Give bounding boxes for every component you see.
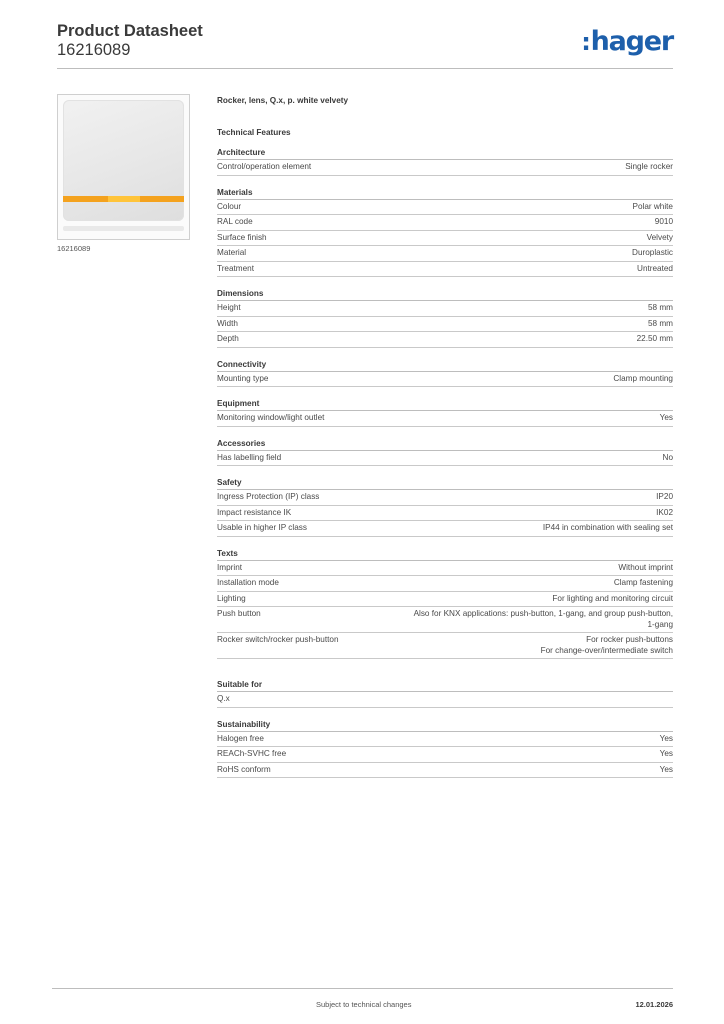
feature-row — [217, 490, 673, 506]
product-number: 16216089 — [57, 41, 131, 59]
feature-value — [655, 217, 673, 228]
feature-value — [632, 202, 673, 213]
feature-value-line: Single rocker — [625, 162, 673, 171]
feature-row — [217, 317, 673, 333]
feature-value-line: Yes — [659, 733, 673, 743]
feature-label: Rocker switch/rocker push-button — [217, 635, 339, 644]
feature-row — [217, 215, 673, 231]
feature-row — [217, 592, 673, 608]
feature-value — [648, 303, 673, 314]
feature-value-line: Polar white — [632, 201, 673, 211]
feature-row — [217, 732, 673, 748]
feature-section — [217, 399, 673, 427]
feature-value-line: Also for KNX applications: push-button, 1-gang, and group push-button, — [413, 609, 673, 618]
feature-label: Halogen free — [217, 733, 264, 743]
feature-label: Surface finish — [217, 232, 267, 242]
feature-value — [543, 523, 673, 534]
feature-label: REACh-SVHC free — [217, 749, 287, 758]
feature-row — [217, 506, 673, 522]
feature-label: Material — [217, 248, 247, 257]
page-title: Product Datasheet — [57, 22, 203, 40]
section-title: Equipment — [217, 399, 673, 411]
page-footer — [52, 988, 673, 1009]
feature-value-line: For lighting and monitoring circuit — [552, 593, 673, 603]
feature-value-line: Clamp mounting — [613, 373, 673, 383]
feature-section — [217, 549, 673, 660]
feature-value-line: 58 mm — [647, 318, 673, 328]
feature-label: Mounting type — [217, 373, 269, 383]
feature-section — [217, 478, 673, 537]
feature-row — [217, 246, 673, 262]
feature-value-line: Yes — [659, 749, 673, 758]
feature-value — [660, 734, 673, 745]
feature-row — [217, 747, 673, 763]
product-image — [57, 94, 190, 240]
feature-value-line: Yes — [659, 764, 673, 774]
rocker-base — [63, 226, 184, 231]
feature-value-line: Velvety — [646, 232, 673, 242]
feature-value-line: Duroplastic — [632, 248, 673, 257]
feature-value — [614, 578, 673, 589]
feature-value — [632, 248, 673, 259]
feature-section — [217, 720, 673, 779]
feature-value — [613, 374, 673, 385]
feature-label: Lighting — [217, 593, 246, 603]
lens-highlight — [108, 196, 140, 202]
product-name: Rocker, lens, Q.x, p. white velvety — [217, 96, 349, 105]
feature-label: RAL code — [217, 217, 253, 226]
rocker-icon — [63, 100, 184, 221]
feature-row — [217, 160, 673, 176]
section-title: Architecture — [217, 148, 673, 160]
hager-logo — [581, 26, 673, 57]
feature-value-line: For change-over/intermediate switch — [540, 645, 673, 655]
feature-section — [217, 188, 673, 278]
feature-label: Imprint — [217, 562, 243, 572]
feature-value-line: 1-gang — [647, 619, 673, 629]
feature-label: Installation mode — [217, 578, 279, 587]
feature-label: Impact resistance IK — [217, 507, 292, 517]
feature-value — [541, 635, 673, 656]
feature-row — [217, 576, 673, 592]
section-title: Suitable for — [217, 680, 673, 692]
feature-row — [217, 607, 673, 633]
feature-value — [660, 413, 673, 424]
datasheet-content — [217, 96, 673, 778]
footer-date: 12.01.2026 — [635, 1000, 673, 1009]
logo-text: hager — [590, 26, 673, 57]
feature-label: Q.x — [217, 694, 230, 703]
feature-sections — [217, 148, 673, 778]
feature-section — [217, 360, 673, 388]
feature-value-line: Untreated — [637, 263, 673, 273]
feature-label: Has labelling field — [217, 452, 282, 462]
section-title: Materials — [217, 188, 673, 200]
feature-row — [217, 231, 673, 247]
feature-value-line: IK02 — [656, 507, 673, 517]
feature-value-line: 9010 — [654, 217, 673, 226]
page-header — [57, 22, 673, 69]
feature-value — [552, 594, 673, 605]
feature-row — [217, 411, 673, 427]
feature-row — [217, 332, 673, 348]
feature-label: Ingress Protection (IP) class — [217, 492, 320, 501]
feature-row — [217, 561, 673, 577]
feature-value — [660, 749, 673, 760]
feature-value — [618, 563, 673, 574]
feature-label: RoHS conform — [217, 764, 271, 774]
feature-value-line: Without imprint — [618, 562, 673, 572]
feature-value-line: No — [662, 452, 673, 462]
feature-value-line: IP20 — [656, 492, 673, 501]
section-title: Accessories — [217, 439, 673, 451]
feature-label: Treatment — [217, 263, 255, 273]
feature-section — [217, 439, 673, 467]
feature-row — [217, 763, 673, 779]
logo-colon-icon: : — [581, 28, 590, 56]
feature-label: Colour — [217, 201, 242, 211]
feature-value-line: For rocker push-buttons — [586, 635, 673, 644]
footer-note: Subject to technical changes — [316, 1000, 412, 1009]
feature-value-line: Clamp fastening — [613, 578, 673, 587]
feature-value — [625, 162, 673, 173]
feature-value — [637, 264, 673, 275]
feature-label: Push button — [217, 609, 261, 618]
feature-label: Depth — [217, 334, 239, 343]
feature-row — [217, 451, 673, 467]
feature-value — [647, 233, 673, 244]
feature-row — [217, 262, 673, 278]
feature-label: Height — [217, 303, 241, 312]
feature-row — [217, 372, 673, 388]
section-title: Safety — [217, 478, 673, 490]
feature-section — [217, 148, 673, 176]
feature-value — [656, 492, 673, 503]
feature-value — [414, 609, 673, 630]
feature-value-line: 58 mm — [647, 303, 673, 312]
feature-label: Usable in higher IP class — [217, 523, 307, 532]
feature-value-line: 22.50 mm — [636, 334, 673, 343]
feature-row — [217, 301, 673, 317]
feature-value-line: IP44 in combination with sealing set — [542, 523, 673, 532]
feature-value — [663, 453, 673, 464]
feature-value — [660, 765, 673, 776]
feature-section — [217, 289, 673, 348]
feature-row — [217, 200, 673, 216]
feature-section — [217, 680, 673, 708]
feature-value — [637, 334, 673, 345]
feature-label: Monitoring window/light outlet — [217, 413, 325, 422]
section-title: Texts — [217, 549, 673, 561]
feature-value-line: Yes — [659, 413, 673, 422]
image-caption: 16216089 — [57, 244, 91, 253]
feature-label: Control/operation element — [217, 162, 312, 171]
feature-row — [217, 692, 673, 708]
technical-features-heading: Technical Features — [217, 128, 291, 137]
feature-value — [656, 508, 673, 519]
feature-row — [217, 633, 673, 659]
feature-row — [217, 521, 673, 537]
section-title: Connectivity — [217, 360, 673, 372]
section-title: Sustainability — [217, 720, 673, 732]
feature-label: Width — [217, 318, 238, 328]
feature-value — [648, 319, 673, 330]
section-title: Dimensions — [217, 289, 673, 301]
